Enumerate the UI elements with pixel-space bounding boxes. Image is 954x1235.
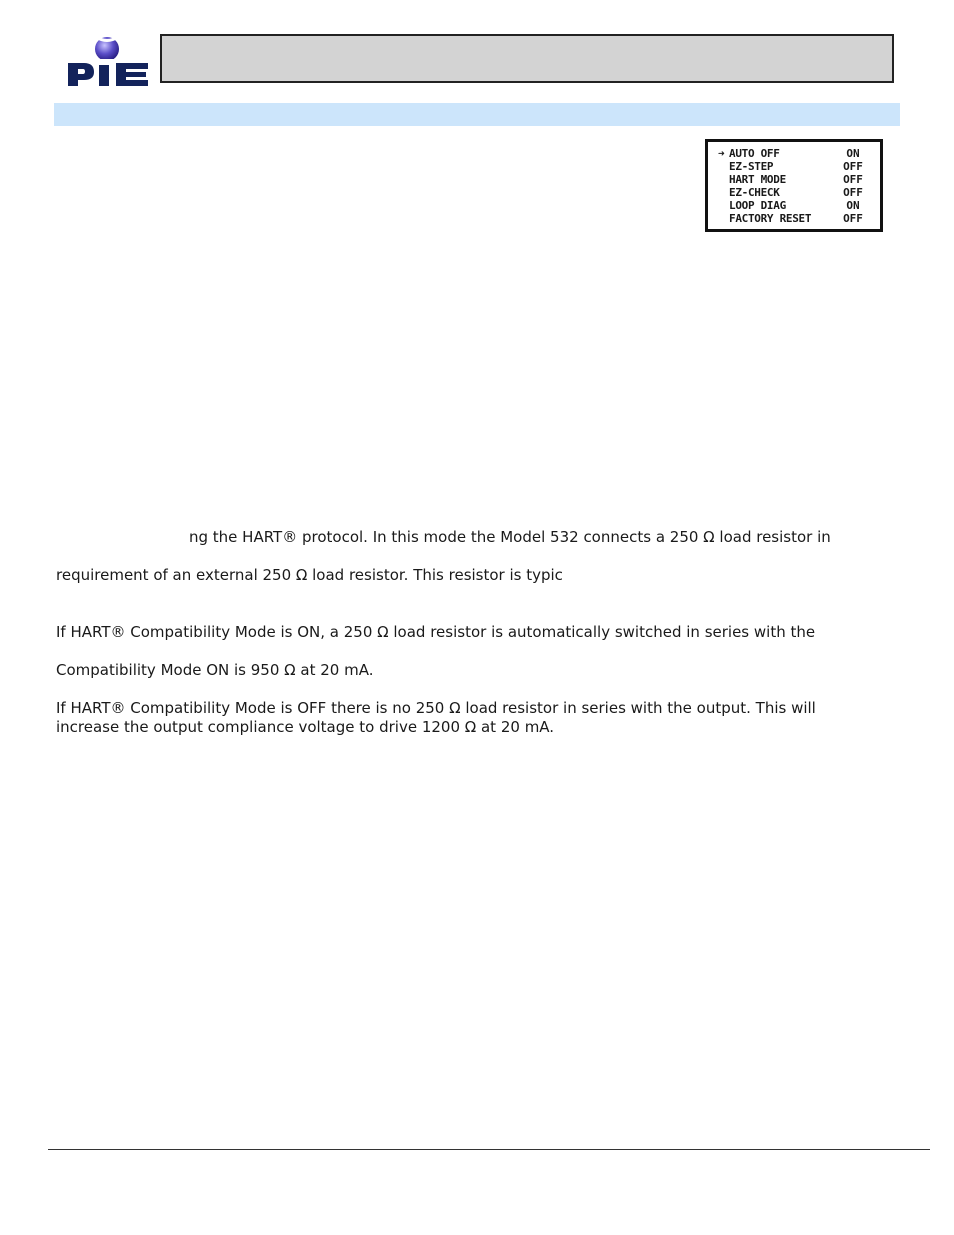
device-menu-screen [705,139,883,232]
menu-row-label: EZ-STEP [729,160,774,173]
menu-row [708,212,880,225]
menu-row-label: HART MODE [729,173,786,186]
body-line-1: ng the HART® protocol. In this mode the Model 532 connects a 250 Ω load resistor in [189,528,831,546]
menu-row-value: ON [846,199,860,212]
menu-row-label: FACTORY RESET [729,212,812,225]
menu-row [708,186,880,199]
menu-row [708,173,880,186]
menu-row-label: LOOP DIAG [729,199,786,212]
menu-row [708,199,880,212]
menu-row-value: ON [846,147,860,160]
menu-row-label: EZ-CHECK [729,186,780,199]
body-line-5: If HART® Compatibility Mode is OFF there is no 250 Ω load resistor in series with the output. This will [56,699,816,717]
body-line-3: If HART® Compatibility Mode is ON, a 250 Ω load resistor is automatically switched in series with the [56,623,816,641]
menu-row [708,147,880,160]
menu-row-value: OFF [843,186,863,199]
menu-row-value: OFF [843,160,863,173]
footer-divider [48,1149,930,1150]
body-line-4: Compatibility Mode ON is 950 Ω at 20 mA. [56,661,374,679]
selection-arrow-icon: ➜ [718,147,725,160]
page-header-box [160,34,894,83]
menu-row-label: AUTO OFF [729,147,780,160]
body-line-6: increase the output compliance voltage to drive 1200 Ω at 20 mA. [56,718,555,736]
menu-row-value: OFF [843,212,863,225]
body-line-2: requirement of an external 250 Ω load resistor. This resistor is typic [56,566,563,584]
pie-logo [66,32,150,88]
menu-row [708,160,880,173]
menu-row-value: OFF [843,173,863,186]
section-heading-bar [54,103,900,126]
